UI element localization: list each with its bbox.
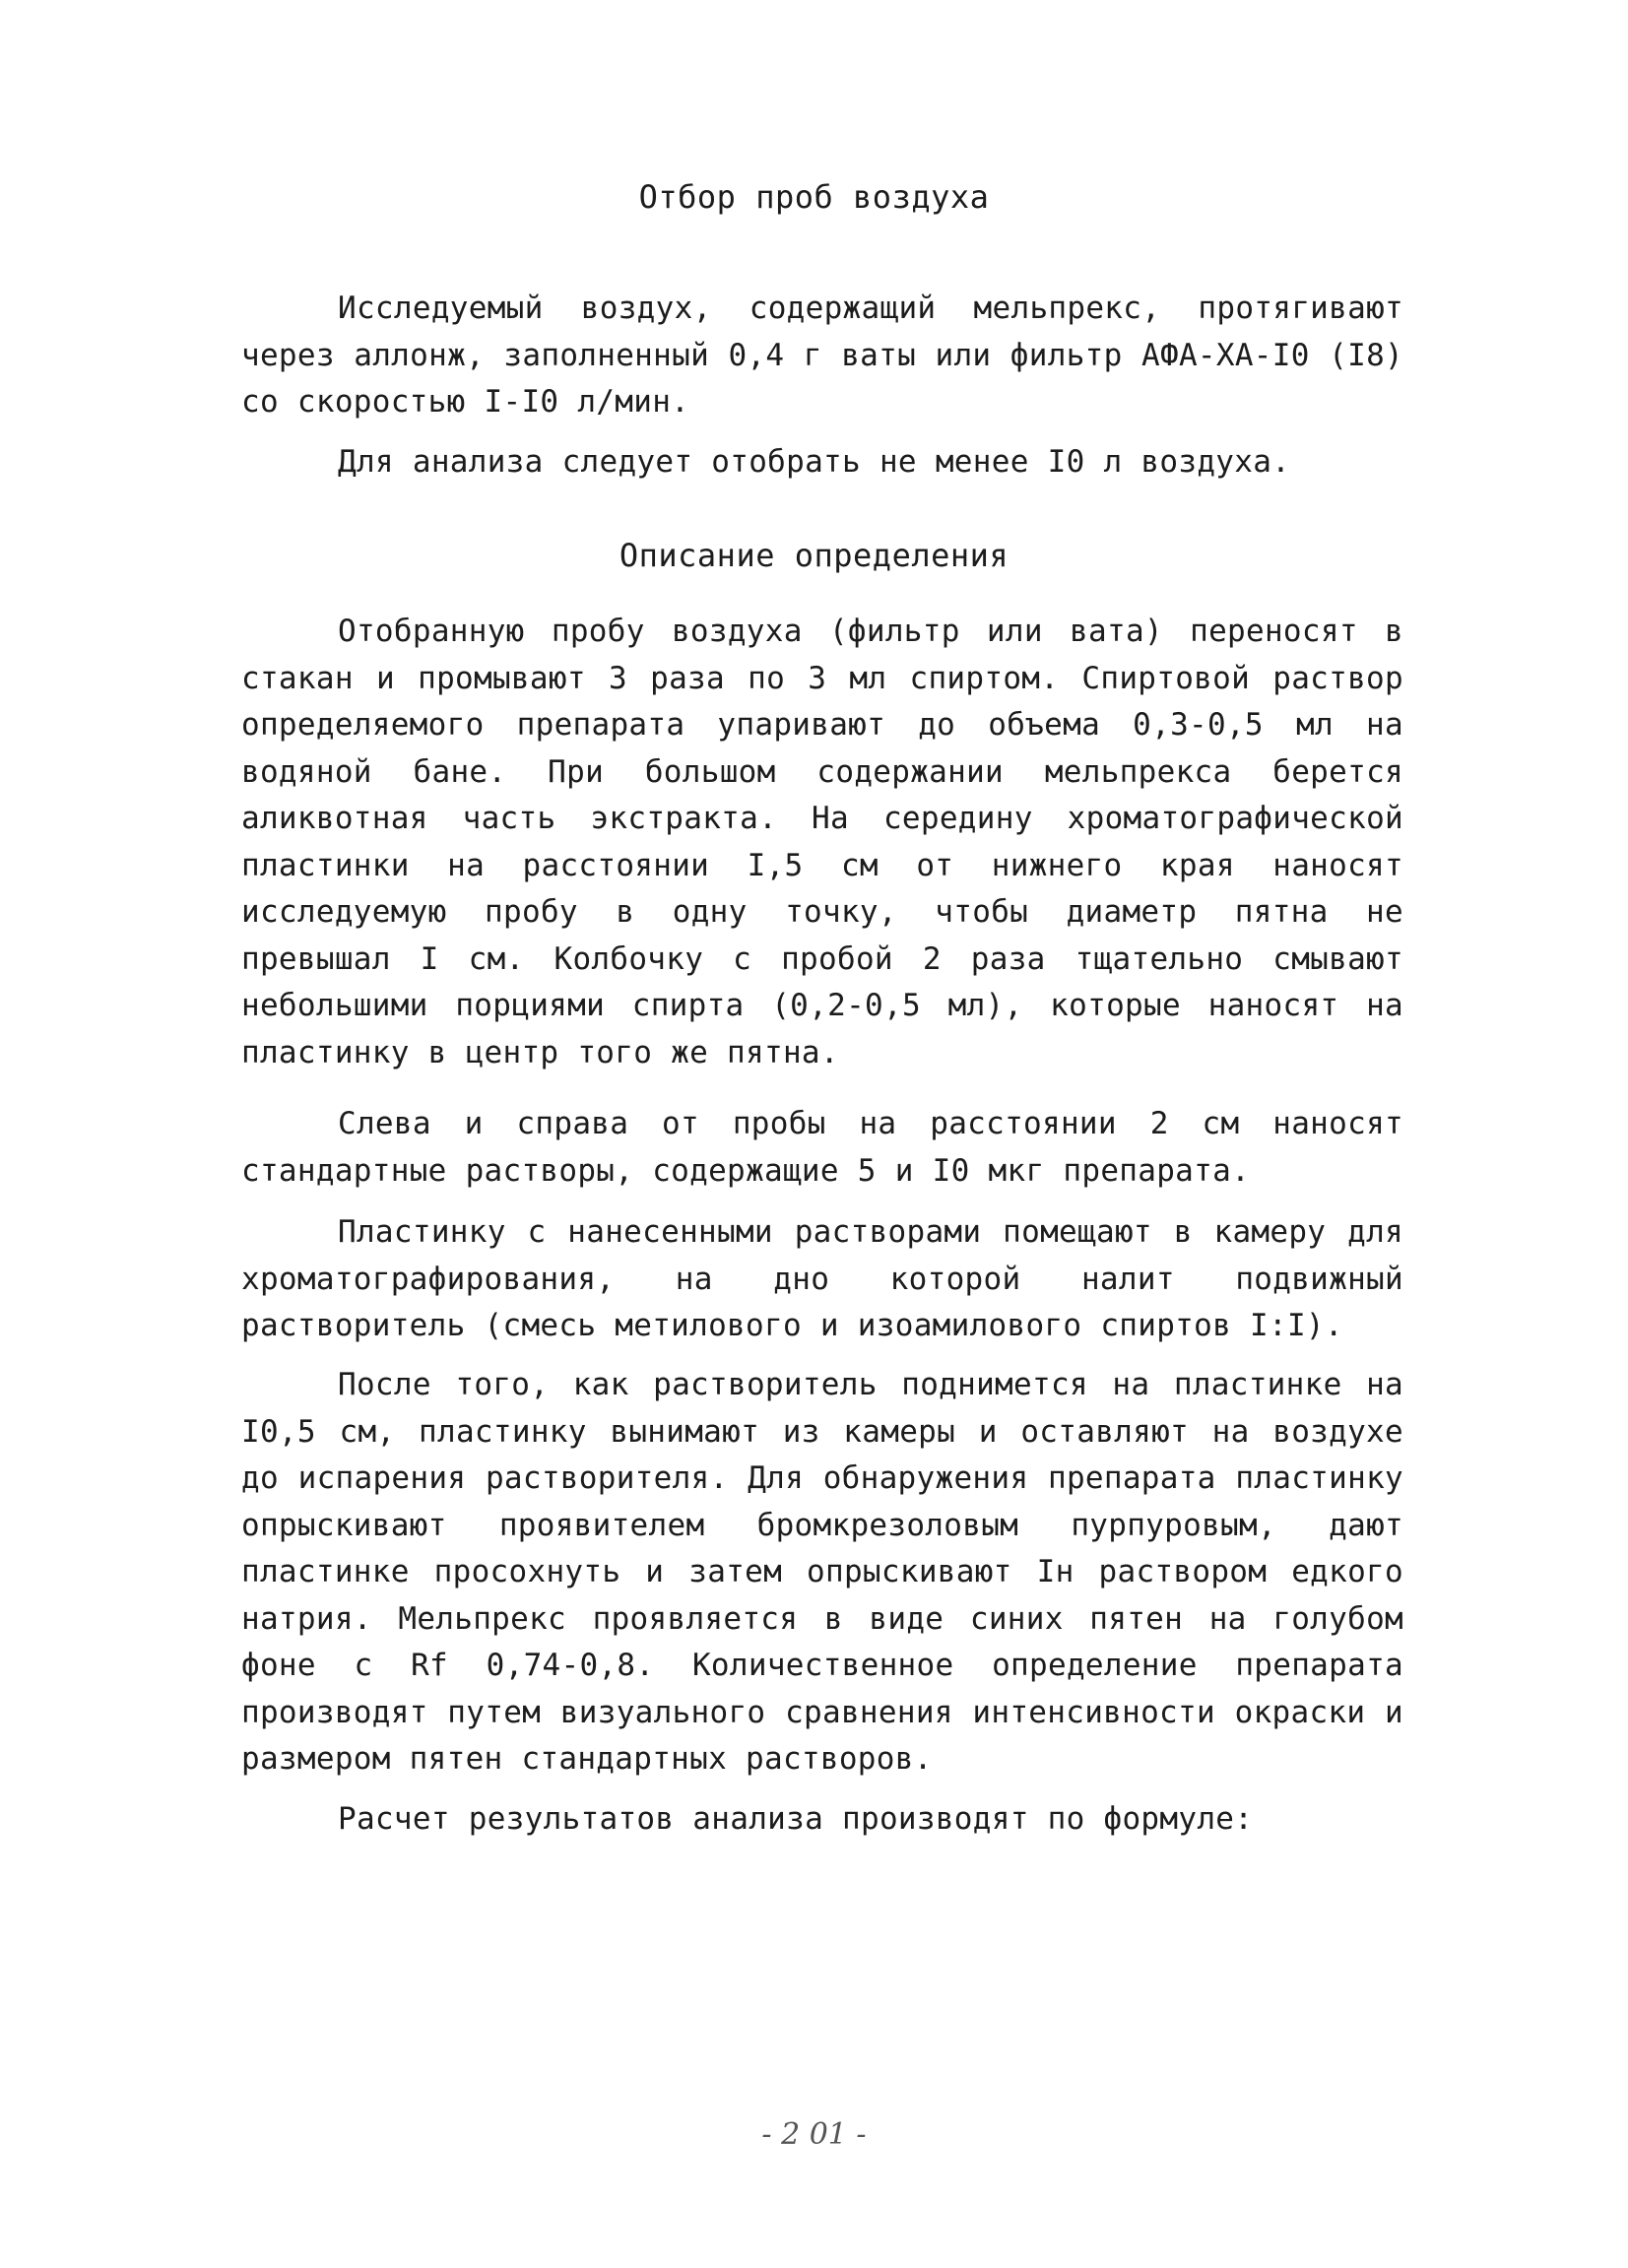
paragraph-development-detection: После того, как растворитель поднимется на пластинке на I0,5 см, пластинку вынимают из камеры и оставляют на воздухе до испарения растворителя. Для обнаружения препарата пластинку опрыскивают проявителем бромкрезоловым пурпуровым, дают пластинке просохнуть и затем опрыскивают Iн раствором едкого натрия. Мельпрекс проявляется в виде синих пятен на голубом фоне с Rf 0,74-0,8. Количественное определение препарата производят путем визуального сравнения интенсивности окраски и размером пятен стандартных растворов. <box>241 1367 1403 1777</box>
section-title-air-sampling: Отбор проб воздуха <box>638 178 990 216</box>
page-number: - 2 01 - <box>761 2117 867 2152</box>
paragraph-standard-solutions: Слева и справа от пробы на расстоянии 2 см наносят стандартные растворы, содержащие 5 и I0 мкг препарата. <box>241 1106 1403 1189</box>
paragraph-chromatography-chamber: Пластинку с нанесенными растворами помещают в камеру для хроматографирования, на дно которой налит подвижный растворитель (смесь метилового и изоамилового спиртов I:I). <box>241 1214 1403 1343</box>
paragraph-sample-preparation: Отобранную пробу воздуха (фильтр или вата) переносят в стакан и промывают 3 раза по 3 мл спиртом. Спиртовой раствор определяемого препарата упаривают до объема 0,3-0,5 мл на водяной бане. При большом содержании мельпрекса берется аликвотная часть экстракта. На середину хроматографической пластинки на расстоянии I,5 см от нижнего края наносят исследуемую пробу в одну точку, чтобы диаметр пятна не превышал I см. Колбочку с пробой 2 раза тщательно смывают небольшими порциями спирта (0,2-0,5 мл), которые наносят на пластинку в центр того же пятна. <box>241 614 1403 1070</box>
section-title-method-description: Описание определения <box>619 537 1009 574</box>
paragraph-air-volume: Для анализа следует отобрать не менее I0 л воздуха. <box>338 444 1291 480</box>
paragraph-air-sampling-procedure: Исследуемый воздух, содержащий мельпрекс, протягивают через аллонж, заполненный 0,4 г ваты или фильтр АФА-ХА-I0 (I8) со скоростью I-I0 л/мин. <box>241 291 1403 420</box>
paragraph-calculation: Расчет результатов анализа производят по формуле: <box>338 1801 1254 1837</box>
